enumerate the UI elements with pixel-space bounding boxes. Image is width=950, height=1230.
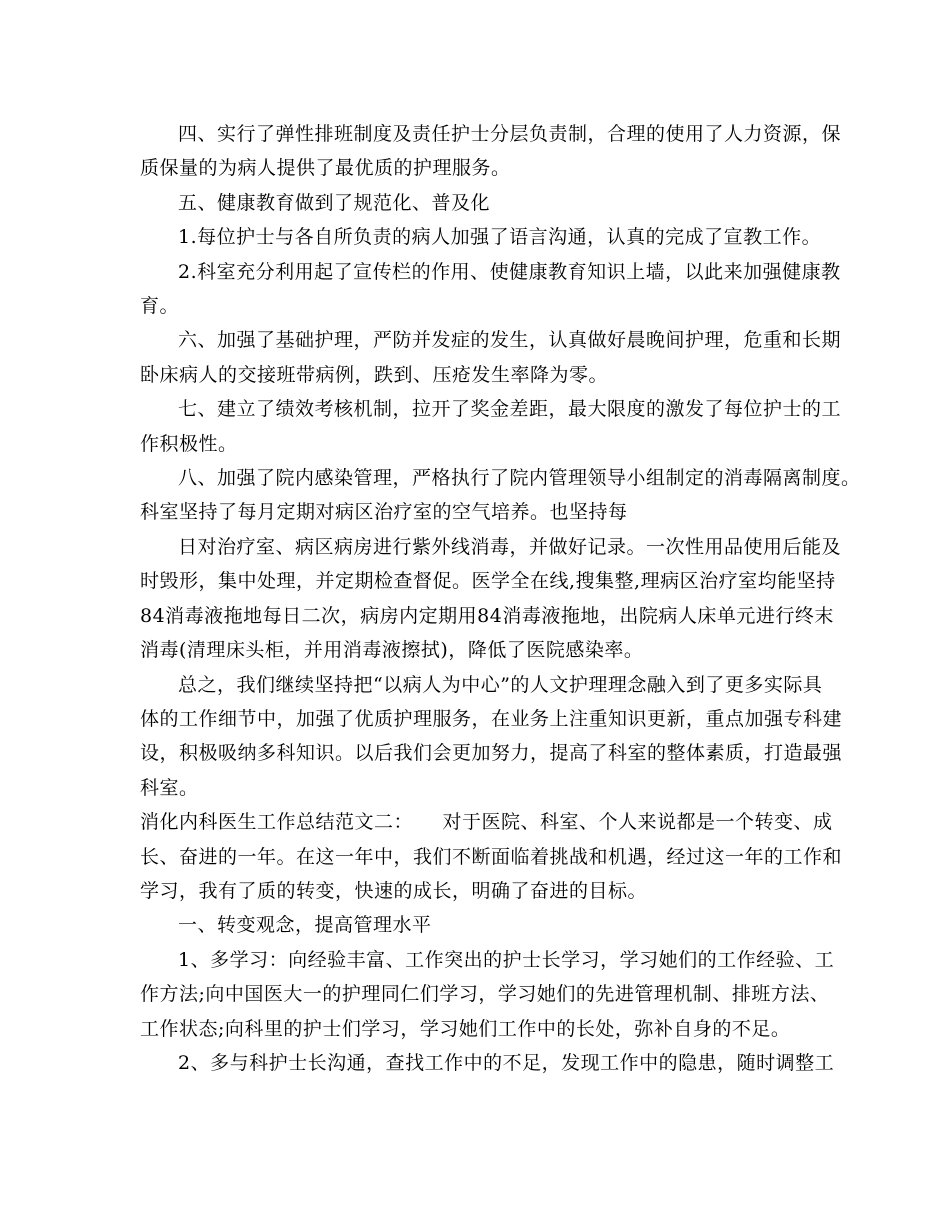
paragraph-line: 科室。 bbox=[140, 776, 199, 799]
paragraph-line: 学习，我有了质的转变，快速的成长，明确了奋进的目标。 bbox=[140, 879, 648, 902]
paragraph-line: 育。 bbox=[140, 295, 180, 318]
paragraph-line: 长、奋进的一年。在这一年中，我们不断面临着挑战和机遇，经过这一年的工作和 bbox=[140, 845, 843, 868]
paragraph-line: 四、实行了弹性排班制度及责任护士分层负责制，合理的使用了人力资源，保 bbox=[178, 123, 842, 145]
section-heading: 五、健康教育做到了规范化、普及化 bbox=[178, 191, 491, 214]
paragraph-line: 设，积极吸纳多科知识。以后我们会更加努力，提高了科室的整体素质，打造最强 bbox=[140, 742, 843, 765]
paragraph-line: 作积极性。 bbox=[140, 432, 238, 455]
paragraph-line: 作方法;向中国医大一的护理同仁们学习，学习她们的先进管理机制、排班方法、 bbox=[140, 983, 830, 1006]
paragraph-line: 八、加强了院内感染管理，严格执行了院内管理领导小组制定的消毒隔离制度。 bbox=[178, 467, 861, 490]
paragraph-line: 1.每位护士与各自所负责的病人加强了语言沟通，认真的完成了宣教工作。 bbox=[178, 226, 822, 249]
paragraph-line: 84消毒液拖地每日二次，病房内定期用84消毒液拖地，出院病人床单元进行终末 bbox=[140, 604, 834, 627]
paragraph-line: 消毒(清理床头柜，并用消毒液擦拭)，降低了医院感染率。 bbox=[140, 639, 644, 662]
paragraph-line: 消化内科医生工作总结范文二： 对于医院、科室、个人来说都是一个转变、成 bbox=[140, 811, 833, 834]
paragraph-line: 2.科室充分利用起了宣传栏的作用、使健康教育知识上墙，以此来加强健康教 bbox=[178, 260, 841, 283]
paragraph-line: 七、建立了绩效考核机制，拉开了奖金差距，最大限度的激发了每位护士的工 bbox=[178, 398, 842, 421]
paragraph-line: 体的工作细节中，加强了优质护理服务，在业务上注重知识更新，重点加强专科建 bbox=[140, 707, 843, 730]
paragraph-line: 总之，我们继续坚持把“以病人为中心”的人文护理理念融入到了更多实际具 bbox=[178, 673, 823, 696]
section-heading: 一、转变观念，提高管理水平 bbox=[178, 914, 432, 937]
paragraph-line: 工作状态;向科里的护士们学习，学习她们工作中的长处，弥补自身的不足。 bbox=[140, 1017, 791, 1040]
paragraph-line: 1、多学习：向经验丰富、工作突出的护士长学习，学习她们的工作经验、工 bbox=[178, 948, 835, 971]
paragraph-line: 卧床病人的交接班带病例，跌到、压疮发生率降为零。 bbox=[140, 363, 609, 386]
paragraph-line: 时毁形，集中处理，并定期检查督促。医学全在线,搜集整,理病区治疗室均能坚持 bbox=[140, 570, 836, 593]
paragraph-line: 六、加强了基础护理，严防并发症的发生，认真做好晨晚间护理，危重和长期 bbox=[178, 329, 842, 352]
paragraph-line: 日对治疗室、病区病房进行紫外线消毒，并做好记录。一次性用品使用后能及 bbox=[178, 535, 842, 558]
paragraph-line: 2、多与科护士长沟通，查找工作中的不足，发现工作中的隐患，随时调整工 bbox=[178, 1051, 835, 1074]
paragraph-line: 质保量的为病人提供了最优质的护理服务。 bbox=[140, 157, 511, 180]
paragraph-line: 科室坚持了每月定期对病区治疗室的空气培养。也坚持每 bbox=[140, 501, 628, 524]
